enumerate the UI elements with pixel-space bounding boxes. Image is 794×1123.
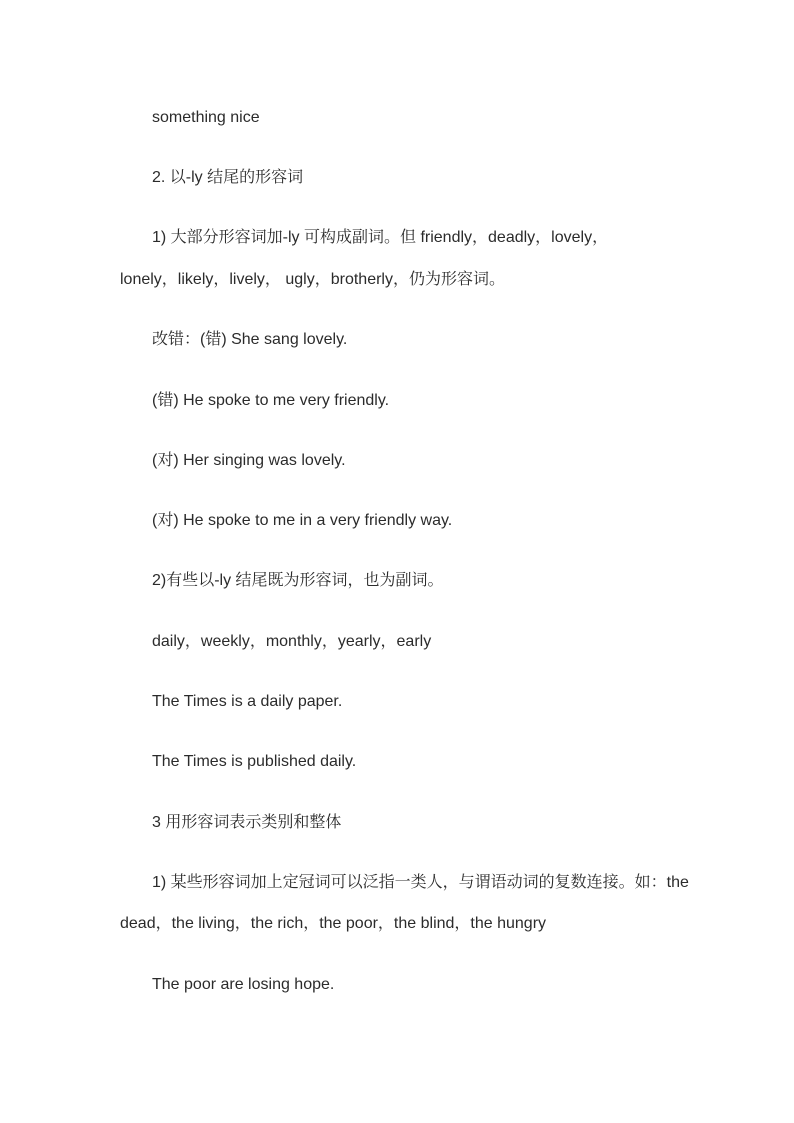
rule-3-line-1: 1) 某些形容词加上定冠词可以泛指一类人，与谓语动词的复数连接。如：the bbox=[152, 874, 689, 891]
rule-2-text: 2)有些以-ly 结尾既为形容词，也为副词。 bbox=[152, 572, 444, 589]
right-example-1: (对) Her singing was lovely. bbox=[152, 452, 346, 469]
word-list-ly: daily，weekly，monthly，yearly，early bbox=[152, 633, 432, 650]
example-published-daily: The Times is published daily. bbox=[152, 753, 357, 770]
example-poor-losing-hope: The poor are losing hope. bbox=[152, 976, 335, 993]
correction-example-1: 改错：(错) She sang lovely. bbox=[152, 331, 348, 348]
wrong-example-2: (错) He spoke to me very friendly. bbox=[152, 392, 390, 409]
text-line-something-nice: something nice bbox=[152, 109, 260, 126]
section-heading-category: 3 用形容词表示类别和整体 bbox=[152, 814, 342, 831]
rule-1-line-1: 1) 大部分形容词加-ly 可构成副词。但 friendly，deadly，lovely， bbox=[152, 229, 609, 246]
rule-3-line-2: dead，the living，the rich，the poor，the blind，the hungry bbox=[120, 915, 547, 932]
section-heading-ly-adjectives: 2. 以-ly 结尾的形容词 bbox=[152, 169, 304, 186]
right-example-2: (对) He spoke to me in a very friendly way. bbox=[152, 512, 453, 529]
rule-1-line-2: lonely，likely，lively， ugly，brotherly，仍为形容词。 bbox=[120, 271, 505, 288]
example-daily-paper: The Times is a daily paper. bbox=[152, 693, 343, 710]
